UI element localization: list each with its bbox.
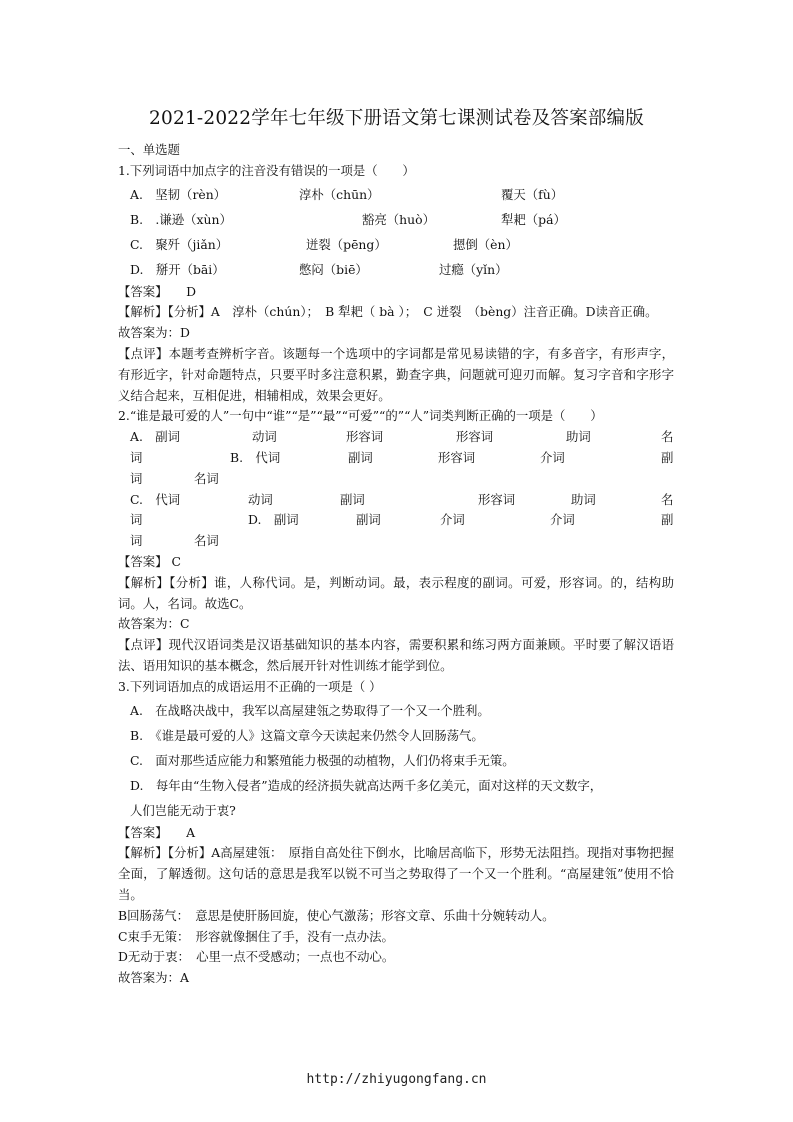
q1-c-1: C. 聚歼（jiǎn） (130, 236, 229, 252)
q1-c-3: 摁倒（èn） (453, 236, 518, 252)
q1-d-2: 憋闷（biē） (299, 261, 368, 277)
q1-a-1: A. 坚韧（rèn） (130, 186, 227, 202)
q2-cell: 介词 (440, 512, 465, 528)
q2-cell: 名 (661, 491, 674, 507)
q2-cell: 形容词 (456, 429, 494, 445)
q3-analysis: 【解析】【分析】A高屋建瓴： 原指自高处往下倒水，比喻居高临下，形势无法阻挡。现指对事物把握全面，了解透彻。这句话的意思是我军以锐不可当之势取得了一个又一个胜利。“高屋建瓴”使用不恰当。 (118, 845, 674, 902)
q2-cell: 副 (661, 512, 674, 528)
q3-option-d-cont (118, 798, 674, 823)
q1-analysis: 【解析】【分析】A 淳朴（chún）； B 犁耙（ bà ）； C 迸裂 （bèng）注音正确。D读音正确。 (118, 304, 658, 320)
q3-c-explanation: C束手无策： 形容就像捆住了手，没有一点办法。 (118, 928, 394, 944)
q2-cell: 副词 (356, 512, 381, 528)
q3-a-text: A. 在战略决战中，我军以高屋建瓴之势取得了一个又一个胜利。 (130, 702, 490, 718)
q3-b-explanation: B回肠荡气： 意思是使肝肠回旋，使心气激荡；形容文章、乐曲十分婉转动人。 (118, 907, 555, 923)
q2-stem: 2.“谁是最可爱的人”一句中“谁”“是”“最”“可爱”“的”“人”词类判断正确的一项是（ ） (118, 408, 603, 424)
q1-a-2: 淳朴（chūn） (299, 186, 380, 202)
q1-option-d (118, 257, 674, 282)
q1-answer: 【答案】 D (118, 283, 197, 299)
q2-cell: 词 (130, 449, 143, 465)
q1-conclusion: 故答案为：D (118, 325, 190, 341)
q3-option-d (118, 773, 674, 798)
q1-c-2: 迸裂（pēng） (306, 236, 387, 252)
q2-cell: A. 副词 (130, 429, 181, 445)
q3-d-text-2: 人们岂能无动于衷? (130, 802, 236, 818)
q3-option-b (118, 723, 674, 748)
page-title: 2021-2022学年七年级下册语文第七课测试卷及答案部编版 (149, 108, 644, 129)
exam-content (118, 140, 674, 989)
q2-cell: 助词 (566, 429, 591, 445)
q2-cell: 形容词 (438, 449, 476, 465)
q3-answer: 【答案】 A (118, 824, 196, 840)
q2-row-5 (118, 510, 674, 531)
q3-d-explanation: D无动于衷： 心里一点不受感动；一点也不动心。 (118, 949, 395, 965)
q3-conclusion: 故答案为：A (118, 970, 189, 986)
q2-cell: 名词 (194, 533, 219, 549)
q2-cell: 词 (130, 533, 143, 549)
q2-cell: 介词 (540, 449, 565, 465)
footer-url[interactable]: http://zhiyugongfang.cn (306, 1072, 487, 1087)
q1-option-b (118, 207, 674, 232)
q2-row-4 (118, 490, 674, 511)
q1-comment: 【点评】本题考查辨析字音。该题每一个选项中的字词都是常见易读错的字，有多音字，有形声字，有形近字，针对命题特点，只要平时多注意积累，勤查字典，问题就可迎刃而解。复习字音和字形字义结合起来，互相促进，相辅相成，效果会更好。 (118, 345, 674, 403)
q2-comment: 【点评】现代汉语词类是汉语基础知识的基本内容，需要积累和练习两方面兼顾。平时要了解汉语语法、语用知识的基本概念，然后展开针对性训练才能学到位。 (118, 637, 674, 673)
q1-b-2: 豁亮（huò） (362, 211, 435, 227)
q2-cell: 副 (661, 449, 674, 465)
q3-d-text-1: D. 每年由“生物入侵者”造成的经济损失就高达两千多亿美元，面对这样的天文数字， (130, 777, 603, 793)
q2-cell: 动词 (248, 491, 273, 507)
q2-cell: 助词 (571, 491, 596, 507)
q3-option-a (118, 698, 674, 723)
q2-cell: 名词 (194, 470, 219, 486)
q2-cell: 动词 (252, 429, 277, 445)
q2-row-2 (118, 448, 674, 469)
q1-option-c (118, 232, 674, 257)
q3-option-c (118, 748, 674, 773)
q3-c-text: C. 面对那些适应能力和繁殖能力极强的动植物，人们仍将束手无策。 (130, 752, 515, 768)
q3-stem: 3.下列词语加点的成语运用不正确的一项是（ ） (118, 678, 382, 694)
q2-cell: 形容词 (478, 491, 516, 507)
section-heading: 一、单选题 (118, 142, 180, 157)
q2-cell: 副词 (348, 449, 373, 465)
q1-b-1: B. .谦逊（xùn） (130, 211, 232, 227)
q2-cell: D. 副词 (248, 512, 299, 528)
q2-cell: 词 (130, 512, 143, 528)
q2-conclusion: 故答案为：C (118, 616, 190, 632)
q1-d-3: 过瘾（yǐn） (439, 261, 508, 277)
q2-cell: 副词 (340, 491, 365, 507)
q2-cell: C. 代词 (130, 491, 181, 507)
q2-cell: 名 (661, 429, 674, 445)
q2-answer: 【答案】 C (118, 553, 181, 569)
q1-d-1: D. 掰开（bāi） (130, 261, 225, 277)
q2-cell: 形容词 (346, 429, 384, 445)
q2-analysis: 【解析】【分析】谁，人称代词。是，判断动词。最，表示程度的副词。可爱，形容词。的，结构助词。人，名词。故选C。 (118, 574, 674, 611)
q2-row-6 (118, 531, 674, 552)
q2-row-1 (118, 427, 674, 448)
q1-option-a (118, 182, 674, 207)
q2-row-3 (118, 469, 674, 490)
q2-cell: B. 代词 (230, 449, 281, 465)
q3-b-text: B. 《谁是最可爱的人》这篇文章今天读起来仍然令人回肠荡气。 (130, 727, 484, 743)
q2-cell: 介词 (550, 512, 575, 528)
q1-b-3: 犁耙（pá） (501, 211, 566, 227)
q1-stem: 1.下列词语中加点字的注音没有错误的一项是（ ） (118, 162, 415, 178)
q1-a-3: 覆天（fù） (501, 186, 564, 202)
q2-cell: 词 (130, 470, 143, 486)
